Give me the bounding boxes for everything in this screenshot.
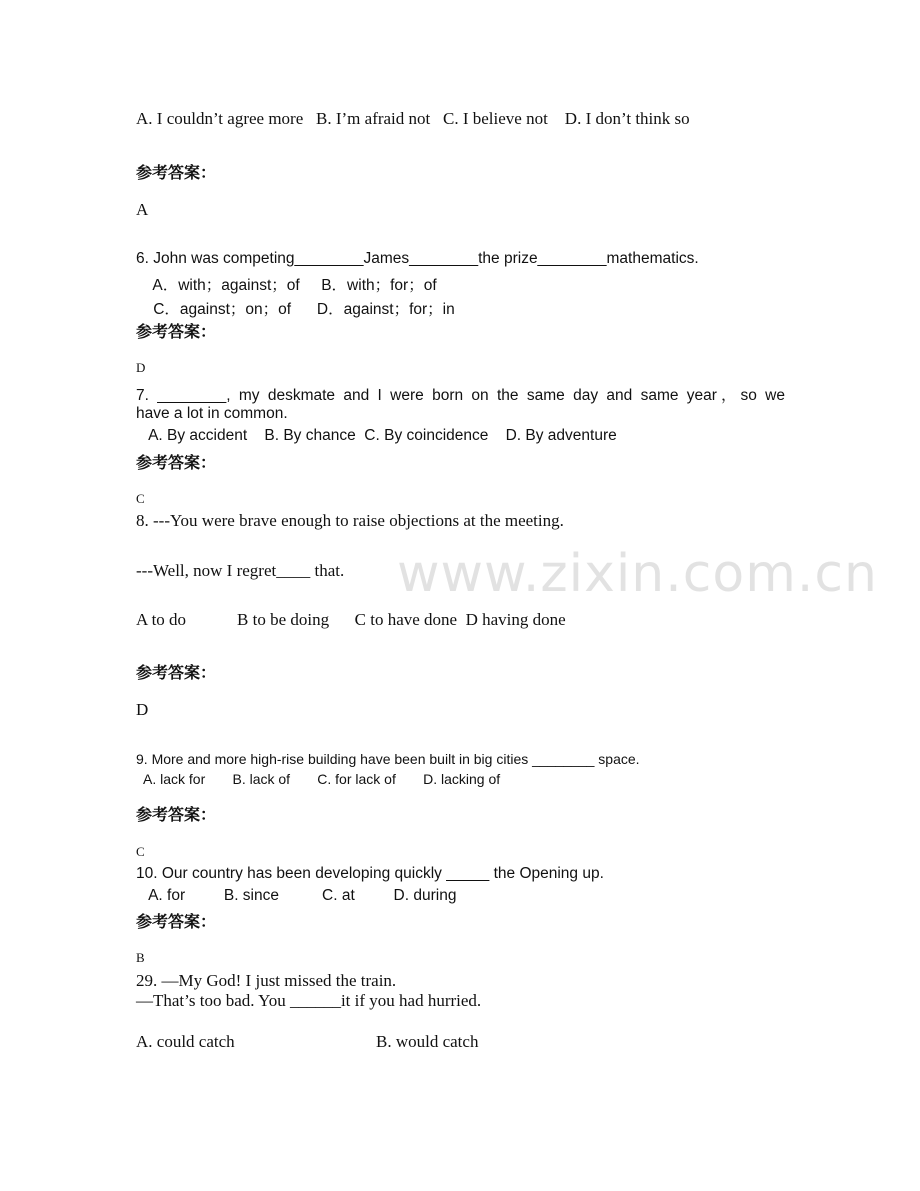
- q10-options: A. for B. since C. at D. during: [136, 887, 457, 904]
- q8-options: A to do B to be doing C to have done D having done: [136, 610, 566, 629]
- q29-option-b: B. would catch: [376, 1032, 479, 1051]
- q7-answer: C: [136, 491, 145, 506]
- q6-answer: D: [136, 360, 146, 375]
- q6-options-line1: A．with；against；of B．with；for；of: [136, 277, 437, 294]
- q7-answer-label: 参考答案：: [136, 453, 217, 472]
- q7-stem-line2: have a lot in common.: [136, 405, 288, 422]
- q8-answer-label: 参考答案：: [136, 663, 217, 682]
- q7-options: A. By accident B. By chance C. By coincidence D. By adventure: [136, 427, 617, 444]
- q10-answer: B: [136, 950, 145, 965]
- q5-options: A. I couldn’t agree more B. I’m afraid not C. I believe not D. I don’t think so: [136, 109, 690, 128]
- q29-stem: 29. —My God! I just missed the train.: [136, 971, 397, 990]
- q5-answer-label: 参考答案：: [136, 163, 217, 182]
- q29-option-a: A. could catch: [136, 1032, 235, 1051]
- q7-stem-line1: 7. ________, my deskmate and I were born on the same day and same year，so we: [136, 387, 785, 404]
- q9-answer: C: [136, 844, 145, 859]
- q10-stem: 10. Our country has been developing quickly _____ the Opening up.: [136, 865, 604, 882]
- q10-answer-label: 参考答案：: [136, 912, 217, 931]
- q9-options: A. lack for B. lack of C. for lack of D. lacking of: [136, 771, 501, 787]
- q9-answer-label: 参考答案：: [136, 805, 217, 824]
- q8-reply: ---Well, now I regret____ that.: [136, 561, 345, 580]
- q8-stem: 8. ---You were brave enough to raise objections at the meeting.: [136, 511, 564, 530]
- watermark: www.zixin.com.cn: [397, 544, 878, 604]
- q29-reply: —That’s too bad. You ______it if you had hurried.: [136, 991, 482, 1010]
- q8-answer: D: [136, 700, 149, 719]
- q6-options-line2: C．against；on；of D．against；for；in: [136, 301, 455, 318]
- q9-stem: 9. More and more high-rise building have been built in big cities ________ space.: [136, 751, 640, 767]
- q6-stem: 6. John was competing________James________the prize________mathematics.: [136, 250, 699, 267]
- q5-answer: A: [136, 200, 149, 219]
- q6-answer-label: 参考答案：: [136, 322, 217, 341]
